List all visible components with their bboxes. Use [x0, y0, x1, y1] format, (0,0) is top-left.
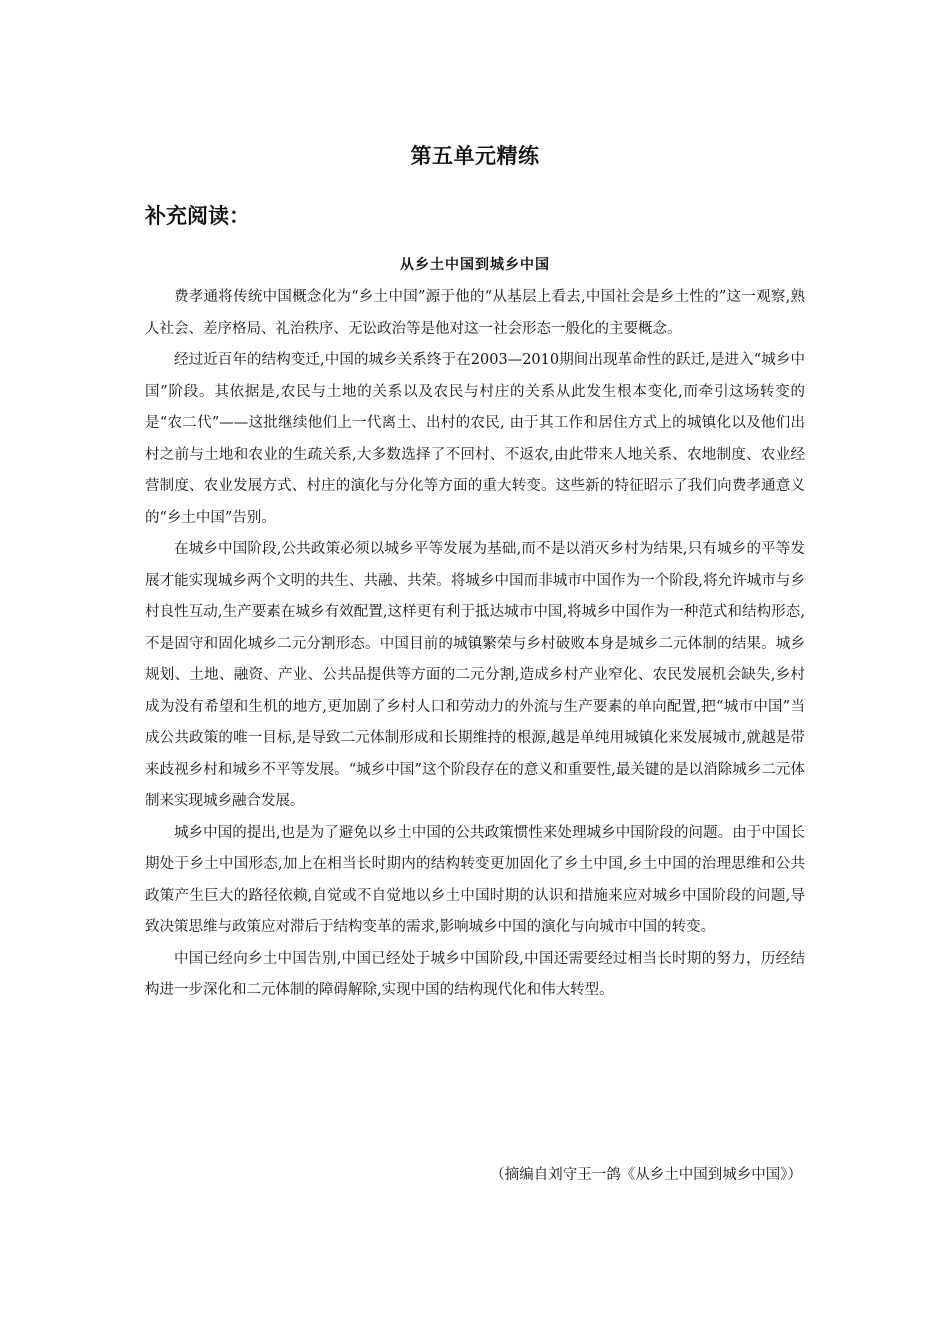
article-title: 从乡土中国到城乡中国 — [400, 257, 550, 273]
paragraph-4: 城乡中国的提出,也是为了避免以乡土中国的公共政策惯性来处理城乡中国阶段的问题。由于中国长期处于乡土中国形态,加上在相当长时期内的结构转变更加固化了乡土中国,乡土中国的治理思维和公共政策产生巨大的路径依赖,自觉或不自觉地以乡土中国时期的认识和措施来应对城乡中国阶段的问题,导致决策思维与政策应对滞后于结构变革的需求,影响城乡中国的演化与向城市中国的转变。 — [145, 824, 805, 935]
paragraph-5: 中国已经向乡土中国告别,中国已经处于城乡中国阶段,中国还需要经过相当长时期的努力，历经结构进一步深化和二元体制的障碍解除,实现中国的结构现代化和伟大转型。 — [145, 950, 805, 998]
article-body — [145, 282, 805, 1007]
article-source: （摘编自刘守王一鸽《从乡土中国到城乡中国》） — [490, 1167, 802, 1183]
section-heading: 补充阅读： — [145, 204, 250, 228]
paragraph-2: 经过近百年的结构变迁,中国的城乡关系终于在2003—2010期间出现革命性的跃迁,是进入“城乡中国”阶段。其依据是,农民与土地的关系以及农民与村庄的关系从此发生根本变化,而牵引这场转变的是“农二代”——这批继续他们上一代离土、出村的农民, 由于其工作和居住方式上的城镇化以及他们出村之前与土地和农业的生疏关系,大多数选择了不回村、不返农,由此带来人地关系、农地制度、农业经营制度、农业发展方式、村庄的演化与分化等方面的重大转变。这些新的特征昭示了我们向费孝通意义的“乡土中国”告别。 — [145, 352, 805, 526]
paragraph-1: 费孝通将传统中国概念化为“乡土中国”源于他的“从基层上看去,中国社会是乡土性的”这一观察,熟人社会、差序格局、礼治秩序、无讼政治等是他对这一社会形态一般化的主要概念。 — [145, 289, 805, 337]
page-title: 第五单元精练 — [410, 144, 540, 168]
paragraph-3: 在城乡中国阶段,公共政策必须以城乡平等发展为基础,而不是以消灭乡村为结果,只有城乡的平等发展才能实现城乡两个文明的共生、共融、共荣。将城乡中国而非城市中国作为一个阶段,将允许城市与乡村良性互动,生产要素在城乡有效配置,这样更有利于抵达城市中国,将城乡中国作为一种范式和结构形态,不是固守和固化城乡二元分割形态。中国目前的城镇繁荣与乡村破败本身是城乡二元体制的结果。城乡规划、土地、融资、产业、公共品提供等方面的二元分割,造成乡村产业窄化、农民发展机会缺失,乡村成为没有希望和生机的地方,更加剧了乡村人口和劳动力的外流与生产要素的单向配置,把“城市中国”当成公共政策的唯一目标,是导致二元体制形成和长期维持的根源,越是单纯用城镇化来发展城市,就越是带来歧视乡村和城乡不平等发展。“城乡中国”这个阶段存在的意义和重要性,最关键的是以消除城乡二元体制来实现城乡融合发展。 — [145, 541, 805, 809]
